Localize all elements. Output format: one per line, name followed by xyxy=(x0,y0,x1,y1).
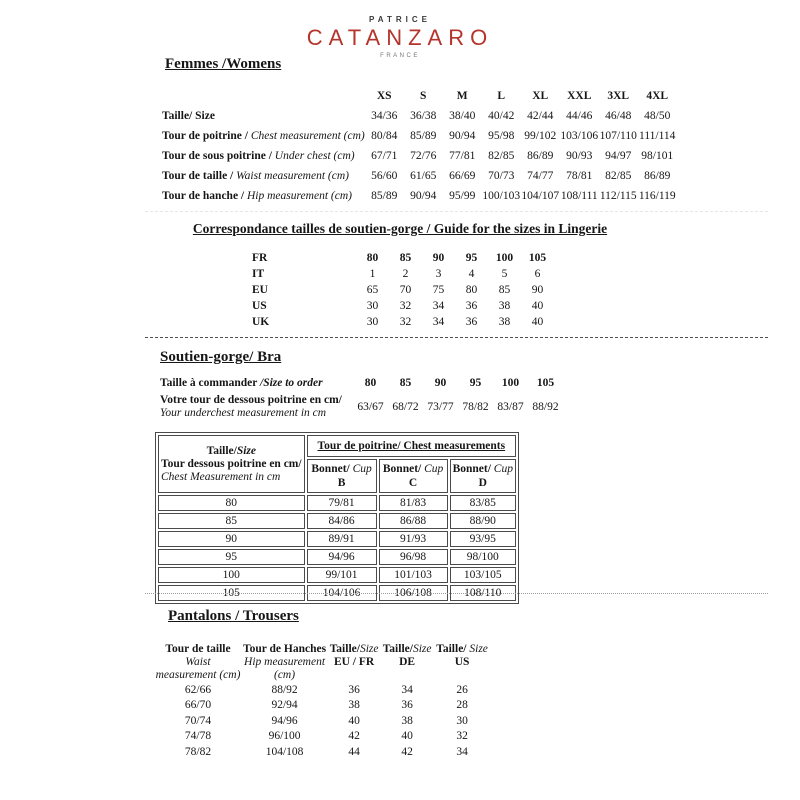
table-cell: 44/46 xyxy=(566,110,593,122)
label-fr: Taille/ xyxy=(329,643,360,655)
measurement-row xyxy=(162,126,677,146)
table-cell: 78/82 xyxy=(184,745,212,758)
table-cell: 82/85 xyxy=(605,170,632,182)
table-cell: 91/93 xyxy=(379,531,448,547)
table-cell: 68/72 xyxy=(392,401,419,413)
table-cell: 116/119 xyxy=(638,190,676,202)
header-en: Waist xyxy=(185,656,211,668)
table-cell: 36 xyxy=(348,683,360,696)
trousers-section-title: Pantalons / Trousers xyxy=(168,608,299,624)
size-column-header: 4XL xyxy=(646,90,669,102)
label-fr: Taille/ xyxy=(162,110,193,122)
table-cell: 100 xyxy=(501,377,520,389)
header-fr: Tour de taille xyxy=(165,643,231,655)
trouser-size-row xyxy=(153,729,492,745)
underchest-label: Tour dessous poitrine en cm/ xyxy=(161,457,302,470)
row-label xyxy=(162,146,365,166)
label-fr: Tour de taille / xyxy=(162,170,237,182)
bra-cup-measurement-table xyxy=(155,432,519,604)
table-cell: 56/60 xyxy=(371,170,398,182)
table-cell: 90 xyxy=(531,284,544,296)
table-cell: 34/36 xyxy=(371,110,398,122)
table-cell: 42/44 xyxy=(527,110,554,122)
logo-france-text: FRANCE xyxy=(380,53,420,59)
label-en: Size xyxy=(469,643,488,655)
table-cell: 112/115 xyxy=(599,190,637,202)
underchest-size-cell: 90 xyxy=(158,531,305,547)
table-cell: 80/84 xyxy=(371,130,398,142)
logo-patrice-text: PATRICE xyxy=(369,15,431,24)
label-en: Chest measurement (cm) xyxy=(250,130,365,142)
table-cell: 40 xyxy=(531,300,544,312)
measurement-row xyxy=(162,146,677,166)
table-cell: 30 xyxy=(366,300,379,312)
cup-column-header xyxy=(450,459,516,493)
label-fr: Taille/ xyxy=(382,643,413,655)
table-cell: 40 xyxy=(348,714,360,727)
header-fr: Tour de Hanches xyxy=(243,643,327,655)
table-cell: 104/108 xyxy=(265,745,304,758)
size-column-header: XXL xyxy=(567,90,592,102)
table-cell: 30 xyxy=(366,316,379,328)
measurement-row xyxy=(162,106,677,126)
correspondence-row xyxy=(252,266,554,282)
cup-measurement-row xyxy=(158,495,516,511)
table-cell: 105 xyxy=(528,252,547,264)
table-cell: 85 xyxy=(399,377,412,389)
cup-table-left-header xyxy=(158,435,305,493)
table-cell: 70 xyxy=(399,284,412,296)
table-cell: 3 xyxy=(435,268,442,280)
table-cell: 92/94 xyxy=(271,699,298,712)
table-cell: 94/96 xyxy=(271,714,298,727)
table-cell: 94/96 xyxy=(307,549,377,565)
table-cell: 98/101 xyxy=(641,150,674,162)
table-cell: 98/100 xyxy=(450,549,516,565)
femmes-section-title: Femmes /Womens xyxy=(165,56,282,72)
table-cell: 96/100 xyxy=(268,730,301,743)
table-cell: 89/91 xyxy=(307,531,377,547)
header-line1 xyxy=(432,643,492,656)
label-en: Waist measurement (cm) xyxy=(236,170,349,182)
table-cell: 82/85 xyxy=(488,150,515,162)
chest-measurement-label: Chest Measurement in cm xyxy=(161,470,281,483)
table-cell: 88/92 xyxy=(532,401,559,413)
label-en: /Size to order xyxy=(260,377,323,389)
table-cell: 86/89 xyxy=(527,150,554,162)
table-cell: 34 xyxy=(456,745,468,758)
bra-underchest-row xyxy=(160,392,563,422)
table-cell: 36 xyxy=(401,699,413,712)
region-label: DE xyxy=(399,656,416,668)
table-cell: 30 xyxy=(456,714,468,727)
table-cell: 83/85 xyxy=(450,495,516,511)
section-divider xyxy=(145,593,768,594)
table-cell: 108/111 xyxy=(560,190,598,202)
cup-letter: D xyxy=(478,477,487,489)
chest-measurements-header xyxy=(307,435,516,457)
label-fr: Taille à commander xyxy=(160,377,260,389)
table-cell: 61/65 xyxy=(410,170,437,182)
table-cell: 108/110 xyxy=(450,585,516,601)
cup-label-en: Cup xyxy=(490,463,513,475)
row-label xyxy=(160,392,353,422)
table-cell: 70/73 xyxy=(488,170,515,182)
lingerie-correspondence-table xyxy=(252,250,554,330)
cup-label xyxy=(453,462,513,476)
table-cell: 83/87 xyxy=(497,401,524,413)
cup-measurement-row xyxy=(158,549,516,565)
row-label xyxy=(162,186,365,206)
table-cell: 80 xyxy=(465,284,478,296)
table-cell: 32 xyxy=(399,316,412,328)
table-cell: 94/97 xyxy=(605,150,632,162)
underchest-size-cell: 105 xyxy=(158,585,305,601)
table-cell: 26 xyxy=(456,683,468,696)
table-cell: 104/106 xyxy=(307,585,377,601)
size-column-header: L xyxy=(497,90,506,102)
table-cell: 90/94 xyxy=(410,190,437,202)
table-cell: 48/50 xyxy=(644,110,671,122)
size-column-header: M xyxy=(456,90,468,102)
trousers-size-table xyxy=(153,643,492,760)
section-divider xyxy=(145,211,768,212)
size-column-header: 3XL xyxy=(607,90,630,102)
country-label: US xyxy=(252,300,267,312)
label-fr: Taille/ xyxy=(436,643,470,655)
table-cell: 42 xyxy=(348,730,360,743)
table-cell: 86/89 xyxy=(644,170,671,182)
lingerie-guide-title: Correspondance tailles de soutien-gorge / Guide for the sizes in Lingerie xyxy=(192,221,608,236)
table-cell: 104/107 xyxy=(521,190,560,202)
label-en: Size xyxy=(412,643,432,655)
table-cell: 88/92 xyxy=(271,683,298,696)
cup-label-en: Cup xyxy=(421,463,444,475)
underchest-size-cell: 85 xyxy=(158,513,305,529)
table-cell: 78/82 xyxy=(462,401,489,413)
underchest-size-cell: 80 xyxy=(158,495,305,511)
table-cell: 65 xyxy=(366,284,379,296)
table-cell: 75 xyxy=(432,284,445,296)
table-cell: 38/40 xyxy=(449,110,476,122)
measurement-row xyxy=(162,186,677,206)
table-cell: 38 xyxy=(498,316,511,328)
table-cell: 106/108 xyxy=(379,585,448,601)
table-cell: 34 xyxy=(401,683,413,696)
table-cell: 81/83 xyxy=(379,495,448,511)
table-cell: 86/88 xyxy=(379,513,448,529)
trouser-size-row xyxy=(153,682,492,698)
cup-column-header xyxy=(307,459,377,493)
label-fr: Taille/ xyxy=(206,444,237,457)
table-cell: 6 xyxy=(534,268,541,280)
underchest-size-cell: 95 xyxy=(158,549,305,565)
country-label: IT xyxy=(252,268,265,280)
row-label xyxy=(160,374,353,392)
trouser-size-row xyxy=(153,698,492,714)
table-cell: 79/81 xyxy=(307,495,377,511)
header-en: Hip measurement xyxy=(244,656,326,668)
correspondence-row xyxy=(252,314,554,330)
correspondence-row xyxy=(252,298,554,314)
cup-label xyxy=(310,462,374,476)
table-cell: 107/110 xyxy=(599,130,637,142)
table-cell: 32 xyxy=(399,300,412,312)
table-cell: 28 xyxy=(456,699,468,712)
table-cell: 90 xyxy=(434,377,447,389)
hip-column-header xyxy=(243,643,326,682)
bra-size-table xyxy=(160,374,563,422)
table-cell: 100/103 xyxy=(482,190,521,202)
table-cell: 66/70 xyxy=(184,699,212,712)
bra-section-title: Soutien-gorge/ Bra xyxy=(160,349,282,365)
section-divider xyxy=(145,337,768,338)
table-cell: 96/98 xyxy=(379,549,448,565)
table-cell: 101/103 xyxy=(379,567,448,583)
table-cell: 95 xyxy=(469,377,482,389)
table-cell: 99/101 xyxy=(307,567,377,583)
cup-table-header-row xyxy=(158,435,516,457)
table-cell: 38 xyxy=(498,300,511,312)
row-label xyxy=(162,126,365,146)
cup-label-fr: Bonnet/ xyxy=(382,463,422,475)
table-cell: 103/105 xyxy=(450,567,516,583)
row-label xyxy=(162,106,365,126)
size-column-header: XL xyxy=(532,90,549,102)
corner-cell xyxy=(162,86,365,106)
region-label: US xyxy=(454,656,470,668)
label-fr: Tour de hanche / xyxy=(162,190,247,202)
table-cell: 85/89 xyxy=(410,130,437,142)
measurement-row xyxy=(162,166,677,186)
cup-label-en: Cup xyxy=(349,463,372,475)
table-cell: 40 xyxy=(401,730,413,743)
womens-size-table xyxy=(162,86,677,206)
table-cell: 36 xyxy=(465,316,478,328)
table-cell: 100 xyxy=(495,252,514,264)
cup-measurement-row xyxy=(158,567,516,583)
cup-label-fr: Bonnet/ xyxy=(452,463,491,475)
taille-size-label xyxy=(161,445,302,458)
table-cell: 85 xyxy=(399,252,412,264)
header-line1 xyxy=(326,643,382,656)
cup-letter: B xyxy=(337,477,346,489)
table-cell: 85 xyxy=(498,284,511,296)
country-label: EU xyxy=(252,284,268,296)
cup-label-fr: Bonnet/ xyxy=(311,463,350,475)
table-cell: 70/74 xyxy=(184,714,212,727)
waist-column-header xyxy=(153,643,243,682)
chest-measurements-label: Tour de poitrine/ Chest measurements xyxy=(317,440,506,452)
trousers-header-row xyxy=(153,643,492,682)
table-cell: 90/94 xyxy=(449,130,476,142)
table-cell: 74/77 xyxy=(527,170,554,182)
label-en: Size xyxy=(359,643,379,655)
table-cell: 99/102 xyxy=(524,130,557,142)
header-line1 xyxy=(382,643,432,656)
us-size-column-header xyxy=(432,643,492,682)
table-cell: 78/81 xyxy=(566,170,593,182)
trouser-size-row xyxy=(153,713,492,729)
label-en: Your underchest measurement in cm xyxy=(160,407,327,419)
label-fr: Votre tour de dessous poitrine en cm/ xyxy=(160,394,342,406)
country-label: FR xyxy=(252,252,268,264)
correspondence-row xyxy=(252,282,554,298)
label-en: Size xyxy=(236,444,256,457)
underchest-size-cell: 100 xyxy=(158,567,305,583)
table-cell: 84/86 xyxy=(307,513,377,529)
cup-measurement-row xyxy=(158,531,516,547)
table-cell: 85/89 xyxy=(371,190,398,202)
trouser-size-row xyxy=(153,744,492,760)
table-cell: 34 xyxy=(432,300,445,312)
table-cell: 88/90 xyxy=(450,513,516,529)
table-cell: 90 xyxy=(432,252,445,264)
header-en2: measurement (cm) xyxy=(155,669,241,681)
table-cell: 40 xyxy=(531,316,544,328)
table-cell: 95/99 xyxy=(449,190,476,202)
table-cell: 34 xyxy=(432,316,445,328)
de-size-column-header xyxy=(382,643,432,682)
table-cell: 111/114 xyxy=(639,130,676,142)
table-cell: 4 xyxy=(468,268,475,280)
region-label: EU / FR xyxy=(333,656,375,668)
correspondence-row xyxy=(252,250,554,266)
table-cell: 67/71 xyxy=(371,150,398,162)
table-cell: 103/106 xyxy=(560,130,599,142)
table-cell: 66/69 xyxy=(449,170,476,182)
table-cell: 72/76 xyxy=(410,150,437,162)
table-cell: 62/66 xyxy=(184,683,212,696)
table-cell: 80 xyxy=(364,377,377,389)
table-cell: 40/42 xyxy=(488,110,515,122)
label-fr: Tour de poitrine / xyxy=(162,130,251,142)
table-cell: 44 xyxy=(348,745,360,758)
table-cell: 32 xyxy=(456,730,468,743)
table-cell: 95/98 xyxy=(488,130,515,142)
label-en: Under chest (cm) xyxy=(274,150,355,162)
table-cell: 1 xyxy=(369,268,376,280)
table-cell: 95 xyxy=(465,252,478,264)
eu-fr-size-column-header xyxy=(326,643,382,682)
country-label: UK xyxy=(252,316,270,328)
brand-logo xyxy=(0,15,800,59)
table-cell: 36/38 xyxy=(410,110,437,122)
table-cell: 46/48 xyxy=(605,110,632,122)
header-en2: (cm) xyxy=(274,669,296,681)
table-cell: 80 xyxy=(366,252,379,264)
table-cell: 38 xyxy=(348,699,360,712)
size-column-header: S xyxy=(420,90,427,102)
table-cell: 42 xyxy=(401,745,413,758)
row-label xyxy=(162,166,365,186)
label-en: Size xyxy=(192,110,215,122)
table-cell: 74/78 xyxy=(184,730,212,743)
cup-measurement-row xyxy=(158,513,516,529)
size-header-row xyxy=(162,86,677,106)
table-cell: 63/67 xyxy=(357,401,384,413)
table-cell: 5 xyxy=(501,268,508,280)
table-cell: 105 xyxy=(536,377,555,389)
logo-catanzaro-text: CATANZARO xyxy=(306,25,494,50)
label-en: Hip measurement (cm) xyxy=(247,190,352,202)
table-cell: 36 xyxy=(465,300,478,312)
cup-column-header xyxy=(379,459,448,493)
cup-letter: C xyxy=(408,477,418,489)
table-cell: 90/93 xyxy=(566,150,593,162)
bra-size-to-order-row xyxy=(160,374,563,392)
table-cell: 73/77 xyxy=(427,401,454,413)
table-cell: 38 xyxy=(401,714,413,727)
table-cell: 93/95 xyxy=(450,531,516,547)
table-cell: 77/81 xyxy=(449,150,476,162)
cup-label xyxy=(382,462,445,476)
table-cell: 2 xyxy=(402,268,409,280)
size-column-header: XS xyxy=(376,90,392,102)
label-fr: Tour de sous poitrine / xyxy=(162,150,275,162)
